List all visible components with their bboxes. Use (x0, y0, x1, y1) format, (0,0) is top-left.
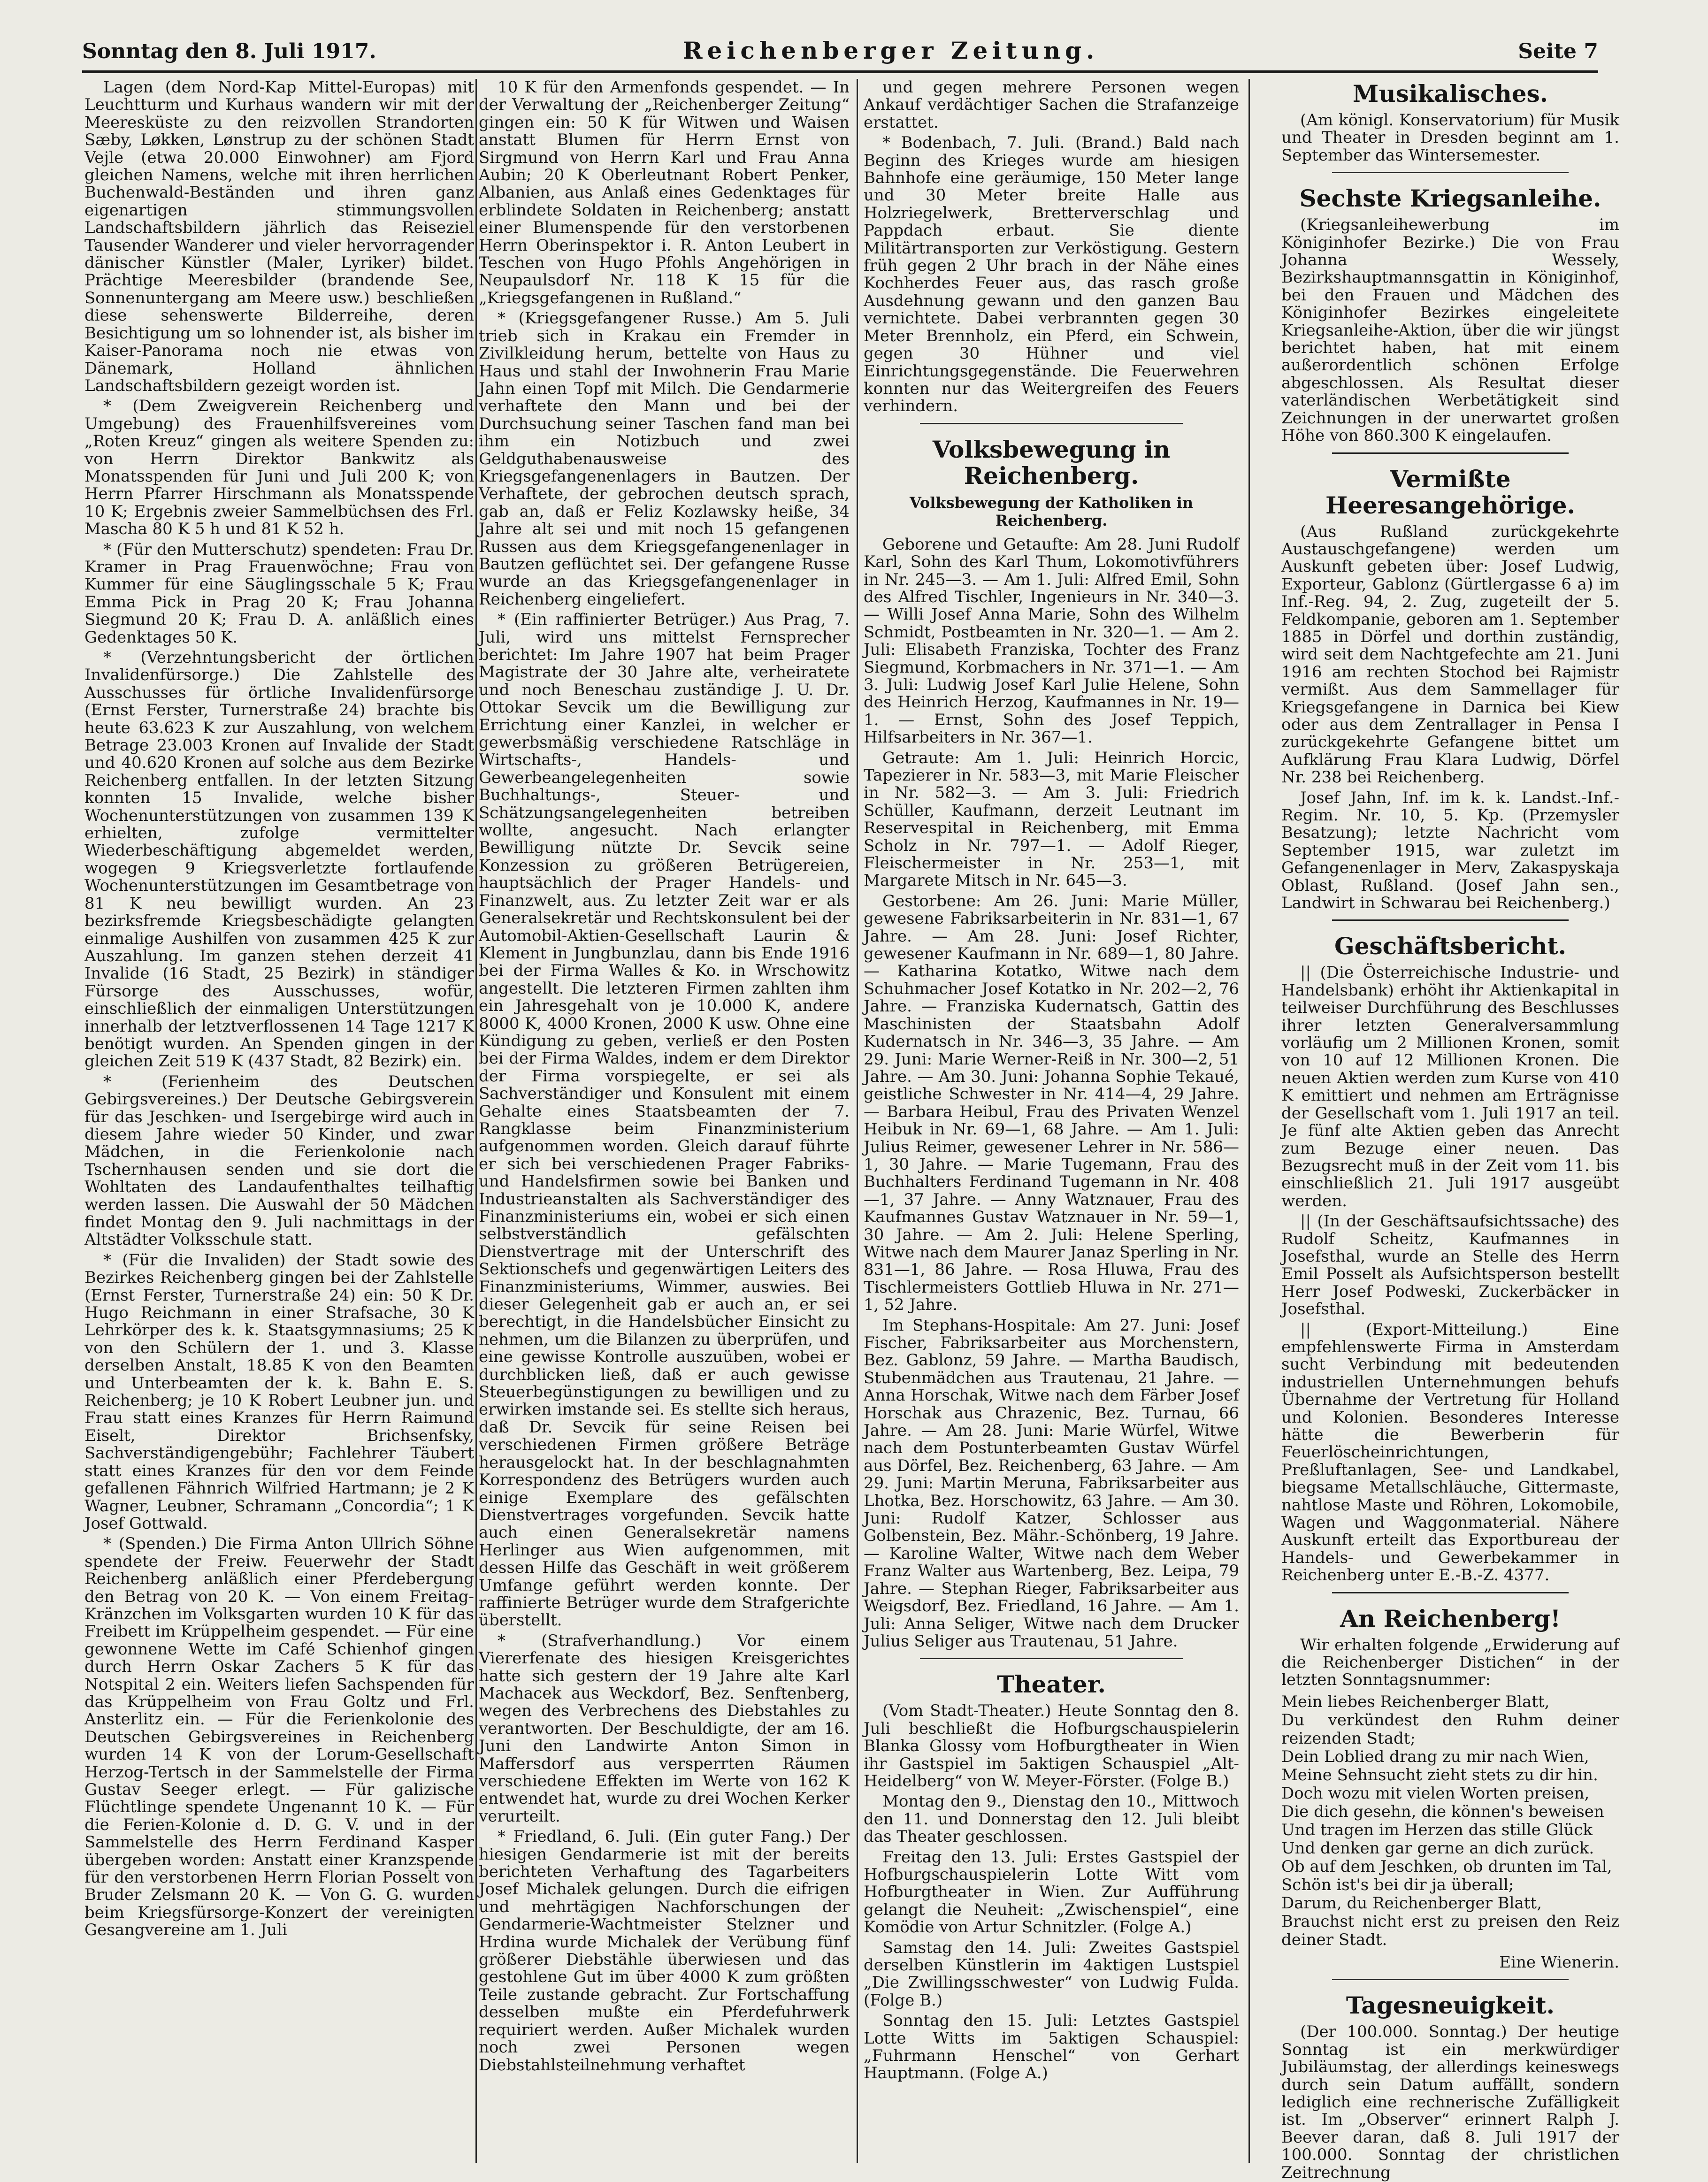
column-divider (475, 79, 477, 2163)
article-panorama-continued: Lagen (dem Nord-Kap Mittel-Europas) mit Leuchtturm und Kurhaus wandern wir mit der Meeresküste zu den reizvollen Strandorten Sæby, Løkken, Lønstrup zu der schönen Stadt Vejle (etwa 20.000 Einwohner) am Fjord gleichen Namens, welche mit ihren herrlichen Buchenwald-Beständen und ihren ganz eigenartigen stimmungsvollen Landschaftsbildern jährlich das Reiseziel Tausender Wanderer und vieler hervorragender dänischer Künstler (Maler, Lyriker) bildet. Prächtige Meeresbilder (brandende See, Sonnenuntergang am Meere usw.) beschließen diese sehenswerte Bilderreihe, deren Besichtigung um so lohnender ist, als bisher im Kaiser-Panorama noch nie etwas von Dänemark, Holland ähnlichen Landschaftsbildern gezeigt worden ist. (84, 78, 474, 395)
section-rule (1332, 172, 1569, 173)
page-header (82, 37, 1598, 69)
theater-notice: (Vom Stadt-Theater.) Heute Sonntag den 8. Juli beschließt die Hofburgschauspielerin Blanka Glossy vom Hofburgtheater in Wien ihr Gastspiel im 5aktigen Schauspiel „Alt-Heidelberg“ von W. Meyer-Förster. (Folge B.) (864, 1701, 1239, 1791)
column-1 (84, 79, 474, 2163)
article-kriegsanleihe: (Kriegsanleihewerbung im Königinhofer Bezirke.) Die von Frau Johanna Wessely, Bezirkshauptmannsgattin in Königinhof, bei den Frauen und Mädchen des Königinhofer Bezirkes eingeleitete Kriegsanleihe-Aktion, über die wir jüngst berichtet haben, hat mit einem außerordentlich schönen Erfolge abgeschlossen. Als Resultat dieser vaterländischen Werbetätigkeit sind Zeichnungen in der unerwartet großen Höhe von 860.300 K eingelaufen. (1281, 215, 1619, 445)
article-geschaeftsaufsicht: || (In der Geschäftsaufsichtssache) des Rudolf Scheitz, Kaufmannes in Josefsthal, wurde an Stelle des Herrn Emil Posselt als Aufsichtsperson bestellt Herr Josef Podweski, Zuckerbäcker in Josefsthal. (1281, 1212, 1619, 1319)
header-date: Sonntag den 8. Juli 1917. (82, 39, 376, 63)
article-spenden-continued: 10 K für den Armenfonds gespendet. — In der Verwaltung der „Reichenberger Zeitung“ gingen ein: 50 K für Witwen und Waisen anstatt Blumen für Herrn Ernst von Sirgmund von Herrn Karl und Frau Anna Aubin; 20 K Oberleutnant Robert Penker, Albanien, aus Anlaß eines Gedenktages für erblindete Soldaten in Reichenberg; anstatt einer Blumenspende für den verstorbenen Herrn Oberinspektor i. R. Anton Leubert in Teschen von Hugo Pfohls Angehörigen in Neupaulsdorf Nr. 118 K 15 für die „Kriegsgefangenen in Rußland.“ (479, 78, 850, 307)
header-rule (82, 70, 1598, 73)
page-number: Seite 7 (1518, 39, 1598, 63)
section-rule (920, 423, 1183, 424)
article-kriegsgefangener-russe: * (Kriegsgefangener Russe.) Am 5. Juli trieb sich in Krakau ein Fremder in Zivilkleidung herum, bettelte von Haus zu Haus und stahl der Inwohnerin Frau Marie Jahn einen Topf mit Milch. Die Gendarmerie verhaftete den Mann und bei der Durchsuchung seiner Taschen fand man bei ihm ein Notizbuch und zwei Geldguthabenausweise des Kriegsgefangenenlagers in Bautzen. Der Verhaftete, der gebrochen deutsch sprach, gab an, daß er Feliz Kozlawsky heiße, 34 Jahre alt sei und mit noch 15 gefangenen Russen aus dem Kriegsgefangenenlager in Bautzen geflüchtet sei. Der gefangene Russe wurde an das Kriegsgefangenenlager in Reichenberg eingeliefert. (479, 309, 850, 609)
deaths-list: Gestorbene: Am 26. Juni: Marie Müller, gewesene Fabriksarbeiterin in Nr. 831—1, 67 Jahre. — Am 28. Juni: Josef Richter, gewesener Kaufmann in Nr. 689—1, 80 Jahre. — Katharina Kotatko, Witwe nach dem Schuhmacher Josef Kotatko in Nr. 202—2, 76 Jahre. — Franziska Kudernatsch, Gattin des Maschinisten der Staatsbahn Adolf Kudernatsch in Nr. 346—3, 35 Jahre. — Am 29. Juni: Marie Werner-Reiß in Nr. 300—2, 51 Jahre. — Am 30. Juni: Johanna Sophie Tekaué, geistliche Schwester in Nr. 414—4, 29 Jahre. — Barbara Heibul, Frau des Privaten Wenzel Heibuk in Nr. 69—1, 68 Jahre. — Am 1. Juli: Julius Reimer, gewesener Lehrer in Nr. 586—1, 30 Jahre. — Marie Tugemann, Frau des Buchhalters Ferdinand Tugemann in Nr. 408—1, 37 Jahre. — Anny Watznauer, Frau des Kaufmannes Gustav Watznauer in Nr. 59—1, 30 Jahre. — Am 2. Juli: Helene Sperling, Witwe nach dem Maurer Janaz Sperling in Nr. 831—1, 86 Jahre. — Rosa Hluwa, Frau des Tischlermeisters Gottlieb Hluwa in Nr. 271—1, 52 Jahre. (864, 891, 1239, 1315)
newspaper-title: Reichenberger Zeitung. (683, 37, 1099, 64)
article-export: || (Export-Mitteilung.) Eine empfehlenswerte Firma in Amsterdam sucht Verbindung mit bedeutenden industriellen Unternehmungen behufs Übernahme der Vertretung für Holland und Kolonien. Besonderes Interesse hätte die Bewerberin für Feuerlöscheinrichtungen, Preßluftanlagen, See- und Landkabel, biegsame Metallschläuche, Gittermaste, nahtlose Maste und Röhren, Lokomobile, Wagen und Waggonmaterial. Nähere Auskunft erteilt das Exportbureau der Handels- und Gewerbekammer in Reichenberg unter E.-B.-Z. 4377. (1281, 1320, 1619, 1585)
article-rotes-kreuz-spenden: * (Dem Zweigverein Reichenberg und Umgebung) des Frauenhilfsvereines vom „Roten Kreuz“ gingen als weitere Spenden zu: von Herrn Direktor Bankwitz als Monatsspenden für Juni und Juli 200 K; von Herrn Pfarrer Hirschmann als Monatsspende 10 K; Ergebnis zweier Sammelbüchsen des Frl. Mascha 80 K 5 h und 81 K 52 h. (84, 397, 474, 539)
section-rule (1332, 1979, 1569, 1980)
theater-notice: Sonntag den 15. Juli: Letztes Gastspiel Lotte Witts im 5aktigen Schauspiel: „Fuhrmann Henschel“ von Gerhart Hauptmann. (Folge A.) (864, 2011, 1239, 2083)
section-heading-geschaeftsbericht: Geschäftsbericht. (1334, 932, 1567, 960)
article-strafverhandlung: * (Strafverhandlung.) Vor einem Viererfenate des hiesigen Kreisgerichtes hatte sich gestern der 19 Jahre alte Karl Machacek aus Weckdorf, Bez. Senftenberg, wegen des Verbrechens des Diebstahles zu verantworten. Der Beschuldigte, der am 16. Juni den Landwirte Anton Simon in Maffersdorf aus versperrten Räumen verschiedene Effekten im Werte von 162 K entwendet hat, wurde zu drei Wochen Kerker verurteilt. (479, 1631, 850, 1826)
theater-notice: Freitag den 13. Juli: Erstes Gastspiel der Hofburgschauspielerin Lotte Witt vom Hofburgtheater in Wien. Zur Aufführung gelangt die Neuheit: „Zwischenspiel“, eine Komödie von Artur Schnitzler. (Folge A.) (864, 1847, 1239, 1937)
column-3 (864, 79, 1239, 2163)
theater-notice: Samstag den 14. Juli: Zweites Gastspiel derselben Künstlerin im 4aktigen Lustspiel „Die Zwillingsschwester“ von Ludwig Fulda. (Folge B.) (864, 1938, 1239, 2010)
article-betrueger: * (Ein raffinierter Betrüger.) Aus Prag, 7. Juli, wird uns mittelst Fernsprecher berichtet: Im Jahre 1907 hat beim Prager Magistrate der 30 Jahre alte, verheiratete und noch Beneschau zuständige J. U. Dr. Ottokar Sevcik um die Bewilligung zur Errichtung einer Kanzlei, in welcher er gewerbsmäßig verschiedene Ratschläge in Wirtschafts-, Handels- und Gewerbeangelegenheiten sowie Buchhaltungs-, Steuer- und Schätzungsangelegenheiten betreiben wollte, angesucht. Nach erlangter Bewilligung nützte Dr. Sevcik seine Konzession zu größeren Betrügereien, hauptsächlich der Prager Handels- und Finanzwelt, aus. Zu letzter Zeit war er als Generalsekretär und Rechtskonsulent bei der Automobil-Aktien-Gesellschaft Laurin & Klement in Jungbunzlau, dann bis Ende 1916 bei der Firma Walles & Ko. in Wrschowitz angestellt. Die letzteren Firmen zahlten ihm ein Jahresgehalt von je 10.000 K, andere 8000 K, 4000 Kronen, 2000 K usw. Ohne eine Kündigung zu geben, verließ er den Posten bei der Firma Waldes, indem er dem Direktor der Firma vorspiegelte, er sei als Sachverständiger und Konsulent mit einem Gehalte eines Staatsbeamten der 7. Rangklasse beim Finanzministerium aufgenommen worden. Gleich darauf führte er sich bei verschiedenen Prager Fabriks- und Handelsfirmen sowie bei Banken und Industrieanstalten als Sachverständiger des Finanzministeriums ein, wobei er sich einen selbstverständlich gefälschten Dienstvertrage mit der Unterschrift des Sektionschefs und gegenwärtigen Leiters des Finanzministeriums, Wimmer, auswies. Bei dieser Gelegenheit gab er auch an, er sei berechtigt, in die Handelsbücher Einsicht zu nehmen, um die Bilanzen zu überprüfen, und eine gewisse Kontrolle auszuüben, wobei er durchblicken ließ, daß er auch gewisse Steuerbegünstigungen zu bewilligen und zu erwirken imstande sei. Es stellte sich heraus, daß Dr. Sevcik für seine Reisen bei verschiedenen Firmen größere Beträge herausgelockt hat. In der beschlagnahmten Korrespondenz des Betrügers wurden auch einige Exemplare des gefälschten Dienstvertrages vorgefunden. Sevcik hatte auch einen Generalsekretär namens Herlinger aus Wien aufgenommen, mit dessen Hilfe das Geschäft in weit größerem Umfange geführt werden konnte. Der raffinierte Betrüger wurde dem Strafgerichte überstellt. (479, 610, 850, 1630)
column-4 (1281, 79, 1619, 2182)
section-heading-theater: Theater. (997, 1670, 1106, 1699)
article-konservatorium: (Am königl. Konservatorium) für Musik und Theater in Dresden beginnt am 1. September das Wintersemester. (1281, 111, 1619, 165)
article-spenden: * (Spenden.) Die Firma Anton Ullrich Söhne spendete der Freiw. Feuerwehr der Stadt Reichenberg anläßlich einer Pferdebergung den Betrag von 20 K. — Von einem Freitag-Kränzchen im Volksgarten wurden 10 K für das Freibett im Krüppelheim gespendet. — Für eine gewonnene Wette im Café Schienhof gingen durch Herrn Oskar Zachers 5 K für das Notspital 2 ein. Weiters liefen Sachspenden für das Krüppelheim von Frau Goltz und Frl. Ansterlitz ein. — Für die Ferienkolonie des Deutschen Gebirgsvereines in Reichenberg wurden 14 K von der Lorum-Gesellschaft Herzog-Tertsch in der Sammelstelle der Firma Gustav Seeger erlegt. — Für galizische Flüchtlinge spendete Ungenannt 10 K. — Für die Ferien-Kolonie d. D. G. V. und in der Sammelstelle des Herrn Ferdinand Kasper übergeben worden: Anstatt einer Kranzspende für den verstorbenen Herrn Florian Posselt von Bruder Zelsmann 20 K. — Von G. G. wurden beim Kriegsfürsorge-Konzert der vereinigten Gesangvereine am 1. Juli (84, 1534, 474, 1940)
column-2 (479, 79, 850, 2163)
article-ferienheim: * (Ferienheim des Deutschen Gebirgsvereines.) Der Deutsche Gebirgsverein für das Jeschken- und Isergebirge wird auch in diesem Jahre wieder 50 Kinder, und zwar Mädchen, in die Ferienkolonie nach Tschernhausen senden und sie dort die Wohltaten des Landaufenthaltes teilhaftig werden lassen. Die Auswahl der 50 Mädchen findet Montag den 9. Juli nachmittags in der Altstädter Volksschule statt. (84, 1072, 474, 1249)
theater-notice: Montag den 9., Dienstag den 10., Mittwoch den 11. und Donnerstag den 12. Juli bleibt das Theater geschlossen. (864, 1792, 1239, 1846)
article-sonntag: (Der 100.000. Sonntag.) Der heutige Sonntag ist ein merkwürdiger Jubiläumstag, der allerdings keineswegs durch sein Datum auffällt, sondern lediglich eine rechnerische Zufälligkeit ist. Im „Observer“ erinnert Ralph J. Beever daran, daß 8. Juli 1917 der 100.000. Sonntag der christlichen Zeitrechnung (1281, 2022, 1619, 2182)
section-heading-musik: Musikalisches. (1352, 80, 1548, 107)
article-vermisste: (Aus Rußland zurückgekehrte Austauschgefangene) werden um Auskunft gebeten über: Josef Ludwig, Exporteur, Gablonz (Gürtlergasse 6 a) im Inf.-Reg. 94, 2. Zug, zugeteilt der 5. Feldkompanie, geboren am 1. September 1885 in Dörfel und dorthin zuständig, wird seit dem Nachtgefechte am 21. Juni 1916 am rechten Stochod bei Rajmistr vermißt. Aus dem Sammellager für Kriegsgefangene in Darnica bei Kiew oder aus dem Zentrallager in Pensa I zurückgekehrte Gefangene bittet um Aufklärung Frau Klara Ludwig, Dörfel Nr. 238 bei Reichenberg. (1281, 522, 1619, 787)
article-invalidenfuersorge: * (Verzehntungsbericht der örtlichen Invalidenfürsorge.) Die Zahlstelle des Ausschusses für örtliche Invalidenfürsorge (Ernst Ferster, Turnerstraße 24) brachte bis heute 63.623 K zur Auszahlung, von welchem Betrage 23.003 Kronen auf Invalide der Stadt und 40.620 Kronen auf solche aus dem Bezirke Reichenberg entfallen. In der letzten Sitzung konnten 15 Invalide, welche bisher Wochenunterstützungen von zusammen 139 K erhielten, zufolge vermittelter Wiederbeschäftigung abgemeldet werden, wogegen 9 Kriegsverletzte fortlaufende Wochenunterstützungen im Gesamtbetrage von 81 K neu bewilligt wurden. An 23 bezirksfremde Kriegsbeschädigte gelangten einmalige Aushilfen von zusammen 425 K zur Auszahlung. Im ganzen stehen derzeit 41 Invalide (16 Stadt, 25 Bezirk) in ständiger Fürsorge des Ausschusses, wofür, einschließlich der einmaligen Unterstützungen innerhalb der letztverflossenen 14 Tage 1217 K benötigt wurden. An Spenden gingen in der gleichen Zeit 519 K (437 Stadt, 82 Bezirk) ein. (84, 648, 474, 1071)
article-friedland-continued: und gegen mehrere Personen wegen Ankauf verdächtiger Sachen die Strafanzeige erstattet. (864, 78, 1239, 132)
column-divider (857, 79, 858, 2163)
section-heading-tagesneuigkeit: Tagesneuigkeit. (1346, 1991, 1555, 2020)
section-rule (1332, 919, 1569, 921)
article-bank: || (Die Österreichische Industrie- und Handelsbank) erhöht ihr Aktienkapital in teilweiser Durchführung des Beschlusses ihrer letzten Generalversammlung vorläufig um 2 Millionen Kronen, somit von 10 auf 12 Millionen Kronen. Die neuen Aktien werden zum Kurse von 410 K emittiert und nehmen am Erträgnisse der Gesellschaft vom 1. Juli 1917 an teil. Je fünf alte Aktien geben das Anrecht zum Bezuge einer neuen. Das Bezugsrecht muß in der Zeit vom 11. bis einschließlich 21. Juli 1917 ausgeübt werden. (1281, 963, 1619, 1210)
section-subheading: Volksbewegung der Katholiken in Reichenberg. (910, 493, 1193, 529)
section-heading-vermisste: Vermißte Heeresangehörige. (1325, 465, 1575, 519)
article-bodenbach-brand: * Bodenbach, 7. Juli. (Brand.) Bald nach Beginn des Krieges wurde am hiesigen Bahnhofe eine geräumige, 150 Meter lange und 30 Meter breite Halle aus Holzriegelwerk, Bretterverschlag und Pappdach erbaut. Sie diente Militärtransporten zur Verköstigung. Gestern früh gegen 2 Uhr brach in der Nähe eines Kochherdes Feuer aus, das rasch große Ausdehnung gewann und den ganzen Bau vernichtete. Dabei verbrannten gegen 30 Meter Brennholz, ein Pferd, ein Schwein, gegen 30 Hühner und viel Einrichtungsgegenstände. Die Feuerwehren konnten nur das Weitergreifen des Feuers verhindern. (864, 133, 1239, 416)
section-heading-kriegsanleihe: Sechste Kriegsanleihe. (1299, 184, 1601, 213)
hospital-deaths-list: Im Stephans-Hospitale: Am 27. Juni: Josef Fischer, Fabriksarbeiter aus Morchenstern, Bez. Gablonz, 59 Jahre. — Martha Baudisch, Stubenmädchen aus Trautenau, 21 Jahre. — Anna Horschak, Witwe nach dem Färber Josef Horschak aus Chrazenic, Bez. Turnau, 66 Jahre. — Am 28. Juni: Marie Würfel, Witwe nach dem Postunterbeamten Gustav Würfel aus Dörfel, Bez. Reichenberg, 63 Jahre. — Am 29. Juni: Martin Meruna, Fabriksarbeiter aus Lhotka, Bez. Horschowitz, 63 Jahre. — Am 30. Juni: Rudolf Katzer, Schlosser aus Golbenstein, Bez. Mähr.-Schönberg, 19 Jahre. — Karoline Walter, Witwe nach dem Weber Franz Walter aus Wartenberg, Bez. Leipa, 79 Jahre. — Stephan Rieger, Fabriksarbeiter aus Weigsdorf, Bez. Friedland, 16 Jahre. — Am 1. Juli: Anna Seliger, Witwe nach dem Drucker Julius Seliger aus Trautenau, 51 Jahre. (864, 1316, 1239, 1651)
section-rule (1332, 1592, 1569, 1593)
births-list: Geborene und Getaufte: Am 28. Juni Rudolf Karl, Sohn des Karl Thum, Lokomotivführers in Nr. 245—3. — Am 1. Juli: Alfred Emil, Sohn des Alfred Tischler, Ingenieurs in Nr. 340—3. — Willi Josef Anna Marie, Sohn des Wilhelm Schmidt, Postbeamten in Nr. 320—1. — Am 2. Juli: Elisabeth Franziska, Tochter des Franz Siegmund, Korbmachers in Nr. 371—1. — Am 3. Juli: Ludwig Josef Karl Julie Helene, Sohn des Heinrich Herzog, Kaufmannes in Nr. 19—1. — Ernst, Sohn des Josef Teppich, Hilfsarbeiters in Nr. 367—1. (864, 535, 1239, 747)
article-mutterschutz: * (Für den Mutterschutz) spendeten: Frau Dr. Kramer in Prag Frauenwöchne; Frau von Kummer für eine Säuglingsschale 5 K; Frau Emma Pick in Prag 20 K; Frau Johanna Siegmund 20 K; Frau D. A. anläßlich eines Gedenktages 50 K. (84, 540, 474, 647)
column-divider (1248, 79, 1250, 2163)
section-rule (920, 1658, 1183, 1659)
poem-intro: Wir erhalten folgende „Erwiderung auf die Reichenberger Distichen“ in der letzten Sonntagsnummer: (1281, 1635, 1619, 1690)
poem-signature: Eine Wienerin. (1499, 1952, 1619, 1972)
section-rule (1332, 452, 1569, 454)
section-heading-an-reichenberg: An Reichenberg! (1340, 1604, 1561, 1632)
poem: Mein liebes Reichenberger Blatt, Du verkündest den Ruhm deiner reizenden Stadt; Dein Loblied drang zu mir nach Wien, Meine Sehnsucht zieht stets zu dir hin. Doch wozu mit vielen Worten preisen, Die dich gesehn, die können's beweisen Und tragen im Herzen das stille Glück Und denken gar gerne an dich zurück. Ob auf dem Jeschken, ob drunten im Tal, Schön ist's bei dir ja überall; Darum, du Reichenberger Blatt, Brauchst nicht erst zu preisen den Reiz deiner Stadt. (1281, 1692, 1619, 1949)
article-vermisste: Josef Jahn, Inf. im k. k. Landst.-Inf.-Regim. Nr. 10, 5. Kp. (Przemysler Besatzung); letzte Nachricht vom September 1915, war zuletzt im Gefangenenlager in Merv, Zakaspyskaja Oblast, Rußland. (Josef Jahn sen., Landwirt in Schwarau bei Reichenberg.) (1281, 788, 1619, 913)
article-invaliden-spenden: * (Für die Invaliden) der Stadt sowie des Bezirkes Reichenberg gingen bei der Zahlstelle (Ernst Ferster, Turnerstraße 24) ein: 50 K Dr. Hugo Reichmann in einer Strafsache, 30 K Lehrkörper des k. k. Staatsgymnasiums; 25 K von den Schülern der 1. und 3. Klasse derselben Anstalt, 18.85 K von den Beamten und Unterbeamten der k. k. Bahn E. S. Reichenberg; je 10 K Robert Leubner jun. und Frau statt eines Kranzes für Herrn Raimund Eiselt, Direktor Brichsenfsky, Sachverständigengebühr; Fachlehrer Täubert statt eines Kranzes für den vor dem Feinde gefallenen Fähnrich Wilfried Hartmann; je 2 K Wagner, Leubner, Schramann „Concordia“; 1 K Josef Gottwald. (84, 1250, 474, 1533)
section-heading-volksbewegung: Volksbewegung in Reichenberg. (932, 435, 1171, 490)
marriages-list: Getraute: Am 1. Juli: Heinrich Horcic, Tapezierer in Nr. 583—3, mit Marie Fleischer in Nr. 582—3. — Am 3. Juli: Friedrich Schüller, Kaufmann, derzeit Leutnant im Reservespital in Reichenberg, mit Emma Scholz in Nr. 797—1. — Adolf Rieger, Fleischermeister in Nr. 253—1, mit Margarete Mitsch in Nr. 645—3. (864, 748, 1239, 890)
article-friedland: * Friedland, 6. Juli. (Ein guter Fang.) Der hiesigen Gendarmerie ist mit der bereits berichteten Verhaftung des Tagarbeiters Josef Michalek gelungen. Durch die eifrigen und mehrtägigen Nachforschungen der Gendarmerie-Wachtmeister Stelzner und Hrdina wurde Michalek der Verübung fünf größerer Diebstähle überwiesen und das gestohlene Gut im über 4000 K zum größten Teile zustande gebracht. Zur Fortschaffung desselben mußte ein Pferdefuhrwerk requiriert werden. Außer Michalek wurden noch zwei Personen wegen Diebstahlsteilnehmung verhaftet (479, 1827, 850, 2075)
